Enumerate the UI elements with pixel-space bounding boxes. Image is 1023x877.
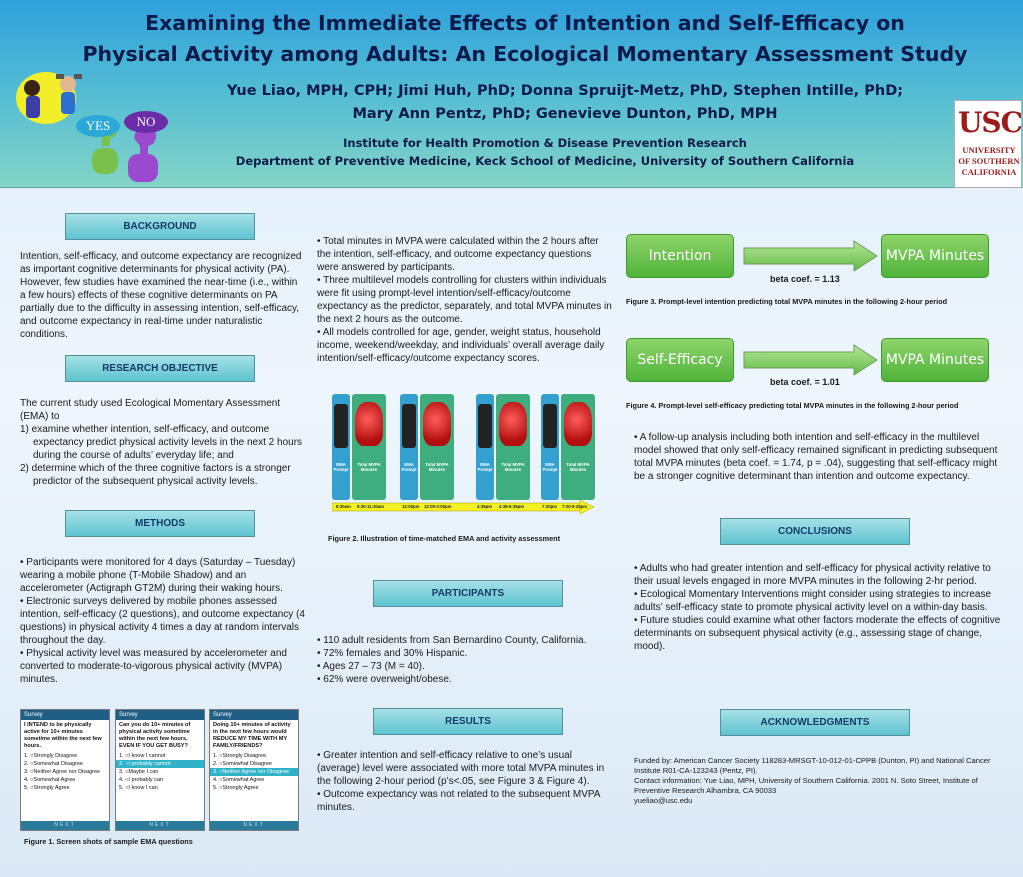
methods-list xyxy=(20,556,305,686)
figure3-caption: Figure 3. Prompt-level intention predicting total MVPA minutes in the following 2-hour period xyxy=(626,297,948,306)
ema-label: EMA Prompt xyxy=(401,462,417,472)
survey-bar: Survey xyxy=(21,710,109,720)
mvpa-box: MVPA Minutes xyxy=(881,234,989,278)
time-label: 4:35-6:35pm xyxy=(499,504,525,509)
survey-question: Doing 10+ minutes of activity in the next few hours would REDUCE MY TIME WITH MY FAMILY/FRIENDS? xyxy=(213,722,291,749)
survey-option: 1. ○I know I cannot xyxy=(119,753,166,759)
survey-option: 5. ○Strongly Agree xyxy=(213,785,259,791)
objective-item: 1) examine whether intention, self-efficacy, and outcome expectancy predict physical activity levels in the next 2 hours during the course of adults’ everyday life; and xyxy=(20,424,303,461)
mvpa-label: Total MVPA Minutes xyxy=(566,462,590,472)
survey-option: 5. ○Strongly Agree xyxy=(24,785,70,791)
conclusions-bullet: • Ecological Momentary Interventions might consider using strategies to increase adults’ self-efficacy state to promote physical activity level on a within-day basis. xyxy=(634,588,1008,614)
objective-text xyxy=(20,397,305,488)
time-label: 12:00-2:00pm xyxy=(424,504,452,509)
time-label: 7:20pm xyxy=(542,504,558,509)
survey-question: I INTEND to be physically active for 10+ minutes sometime within the next few hours. xyxy=(24,722,102,749)
survey-option: 1. ○Strongly Disagree xyxy=(24,753,78,759)
methods-heading: METHODS xyxy=(65,510,255,537)
analysis-bullet: • Three multilevel models controlling for clusters within individuals were fit using prompt-level intention/self-efficacy/outcome expectancy as the predictor, separately, and total MVPA minutes in the next 2 hours as the outcome. xyxy=(317,274,615,326)
usc-text-line: OF SOUTHERN xyxy=(958,156,1020,166)
survey-option: 3. ○Neither Agree nor Disagree xyxy=(24,769,101,775)
conclusions-bullet: • Adults who had greater intention and self-efficacy for physical activity relative to their usual levels engaged in more MVPA minutes in the following 2-hr period. xyxy=(634,562,1008,588)
analysis-bullet: • Total minutes in MVPA were calculated within the 2 hours after the intention, self-efficacy, and outcome expectancy questions were answered by participants. xyxy=(317,235,615,274)
usc-logo xyxy=(954,100,1022,188)
survey-screen xyxy=(20,709,110,831)
followup-bullet: • A follow-up analysis including both intention and self-efficacy in the multilevel model showed that only self-efficacy remained significant in predicting subsequent total MVPA minutes (beta coef. = 1.74, p = .04), suggesting that self-efficacy might be a stronger cognitive determinant than intention and outcome expectancy. xyxy=(634,431,1008,483)
methods-bullet: • Physical activity level was measured by accelerometer and converted to moderate-to-vigorous physical activity (MVPA) minutes. xyxy=(20,647,305,686)
ema-label: EMA Prompt xyxy=(542,462,558,472)
survey-option: 3. ○Maybe I can xyxy=(119,769,159,775)
intention-box: Intention xyxy=(626,234,734,278)
participants-heading: PARTICIPANTS xyxy=(373,580,563,607)
survey-next: NEXT xyxy=(116,821,204,830)
author-list xyxy=(200,80,930,126)
participants-list xyxy=(317,634,615,686)
time-label: 12:00pm xyxy=(402,504,420,509)
objective-heading: RESEARCH OBJECTIVE xyxy=(65,355,255,382)
survey-bar: Survey xyxy=(210,710,298,720)
department-name: Department of Preventive Medicine, Keck School of Medicine, University of Southern California xyxy=(235,154,855,168)
phone-icon xyxy=(334,404,348,448)
mvpa-box: MVPA Minutes xyxy=(881,338,989,382)
analysis-list xyxy=(317,235,615,365)
title-line-1: Examining the Immediate Effects of Intention and Self-Efficacy on xyxy=(145,11,905,35)
analysis-bullet: • All models controlled for age, gender, weight status, household income, weekend/weekday, and individuals’ overall average daily intention/self-efficacy/outcome expectancy scores. xyxy=(317,326,615,365)
participants-bullet: • Ages 27 – 73 (M = 40). xyxy=(317,660,615,673)
participants-bullet: • 72% females and 30% Hispanic. xyxy=(317,647,615,660)
acknowledgments-text xyxy=(634,756,1000,806)
mvpa-label: Total MVPA Minutes xyxy=(425,462,449,472)
results-bullet: • Greater intention and self-efficacy relative to one’s usual (average) level were associated with more total MVPA minutes in the following 2-hour period (p’s<.05, see Figure 3 & Figure 4). xyxy=(317,749,617,788)
survey-option: 2. ○Somewhat Disagree xyxy=(24,761,83,767)
participants-bullet: • 110 adult residents from San Bernardino County, California. xyxy=(317,634,615,647)
conclusions-list xyxy=(634,562,1008,653)
contact-line: Contact information: Yue Liao, MPH, University of Southern California. 2001 N. Soto Street, Institute of Preventive Research Alhambra, CA 90033 xyxy=(634,776,978,795)
beta-coefficient: beta coef. = 1.13 xyxy=(770,274,840,284)
survey-option: 4. ○Somewhat Agree xyxy=(213,777,265,783)
mvpa-label: Total MVPA Minutes xyxy=(357,462,381,472)
survey-option-selected: 2. ○I probably cannot xyxy=(116,760,204,768)
survey-next: NEXT xyxy=(21,821,109,830)
self-efficacy-box: Self-Efficacy xyxy=(626,338,734,382)
results-list xyxy=(317,749,617,814)
participants-bullet: • 62% were overweight/obese. xyxy=(317,673,615,686)
survey-option: 5. ○I know I can xyxy=(119,785,158,791)
acknowledgments-heading: ACKNOWLEDGMENTS xyxy=(720,709,910,736)
background-heading: BACKGROUND xyxy=(65,213,255,240)
time-label: 9:30am xyxy=(336,504,351,509)
ema-label: EMA Prompt xyxy=(333,462,349,472)
time-label: 7:20-9:20pm xyxy=(562,504,588,509)
followup-text xyxy=(634,431,1008,483)
title-line-2: Physical Activity among Adults: An Ecological Momentary Assessment Study xyxy=(82,42,968,66)
figure2-illustration xyxy=(332,394,594,524)
funding-line: Funded by: American Cancer Society 118283-MRSGT-10-012-01-CPPB (Dunton, PI) and National Cancer Institute R01-CA-123243 (Pentz, PI). xyxy=(634,756,991,775)
email-line: yueliao@usc.edu xyxy=(634,796,693,805)
survey-option: 4. ○Somewhat Agree xyxy=(24,777,76,783)
objective-item: 2) determine which of the three cognitive factors is a stronger predictor of the subsequent physical activity levels. xyxy=(20,463,291,487)
phone-icon xyxy=(478,404,492,448)
arrow-icon xyxy=(740,344,880,376)
yes-no-logo xyxy=(6,66,176,186)
phone-icon xyxy=(402,404,416,448)
survey-screen xyxy=(115,709,205,831)
time-label: 4:35pm xyxy=(477,504,493,509)
usc-text-line: UNIVERSITY xyxy=(962,145,1016,155)
poster-title xyxy=(40,8,1010,70)
survey-option: 1. ○Strongly Disagree xyxy=(213,753,267,759)
accelerometer-icon xyxy=(423,402,451,446)
methods-bullet: • Participants were monitored for 4 days (Saturday – Tuesday) wearing a mobile phone (T-Mobile Shadow) and an accelerometer (Actigraph GT2M) during their waking hours. xyxy=(20,556,305,595)
ema-label: EMA Prompt xyxy=(477,462,493,472)
figure1-caption: Figure 1. Screen shots of sample EMA questions xyxy=(24,837,193,846)
mvpa-label: Total MVPA Minutes xyxy=(501,462,525,472)
usc-logo-text xyxy=(955,145,1023,178)
survey-next: NEXT xyxy=(210,821,298,830)
no-label: NO xyxy=(136,114,156,129)
survey-option: 2. ○Somewhat Disagree xyxy=(213,761,272,767)
conclusions-bullet: • Future studies could examine what other factors moderate the effects of cognitive determinants on subsequent physical activity (e.g., assessing stage of change, mood). xyxy=(634,614,1008,653)
usc-text-line: CALIFORNIA xyxy=(961,167,1017,177)
yes-label: YES xyxy=(85,118,111,133)
beta-coefficient: beta coef. = 1.01 xyxy=(770,377,840,387)
phone-icon xyxy=(543,404,557,448)
institute-name: Institute for Health Promotion & Disease Prevention Research xyxy=(343,136,747,150)
conclusions-heading: CONCLUSIONS xyxy=(720,518,910,545)
authors-line-1: Yue Liao, MPH, CPH; Jimi Huh, PhD; Donna Spruijt-Metz, PhD, Stephen Intille, PhD; xyxy=(226,83,904,99)
survey-option: 4. ○I probably can xyxy=(119,777,163,783)
survey-question: Can you do 10+ minutes of physical activity sometime within the next few hours, EVEN IF YOU GET BUSY? xyxy=(119,722,191,749)
survey-option-selected: 3. ○Neither Agree nor Disagree xyxy=(210,768,298,776)
accelerometer-icon xyxy=(355,402,383,446)
accelerometer-icon xyxy=(564,402,592,446)
accelerometer-icon xyxy=(499,402,527,446)
time-label: 9:30-11:30am xyxy=(357,504,384,509)
survey-bar: Survey xyxy=(116,710,204,720)
methods-bullet: • Electronic surveys delivered by mobile phones assessed intention, self-efficacy (2 questions), and outcome expectancy (4 questions) in physical activity 4 times a day at random intervals throughout the day. xyxy=(20,595,305,647)
objective-intro: The current study used Ecological Momentary Assessment (EMA) to xyxy=(20,398,281,422)
authors-line-2: Mary Ann Pentz, PhD; Genevieve Dunton, PhD, MPH xyxy=(352,106,778,122)
results-bullet: • Outcome expectancy was not related to the subsequent MVPA minutes. xyxy=(317,788,617,814)
survey-screen xyxy=(209,709,299,831)
affiliation xyxy=(180,134,910,170)
arrow-icon xyxy=(740,240,880,272)
usc-mark: USC xyxy=(958,106,1022,139)
figure4-caption: Figure 4. Prompt-level self-efficacy predicting total MVPA minutes in the following 2-hour period xyxy=(626,401,959,410)
background-text: Intention, self-efficacy, and outcome expectancy are recognized as important cognitive determinants for physical activity (PA). However, few studies have examined the near-time (i.e., within a few hours) effects of these cognitive determinants on PA partially due to the difficulty in assessing intention, self-efficacy, and outcome expectancy in real-time under naturalistic conditions. xyxy=(20,251,302,340)
results-heading: RESULTS xyxy=(373,708,563,735)
figure2-caption: Figure 2. Illustration of time-matched EMA and activity assessment xyxy=(328,534,561,543)
